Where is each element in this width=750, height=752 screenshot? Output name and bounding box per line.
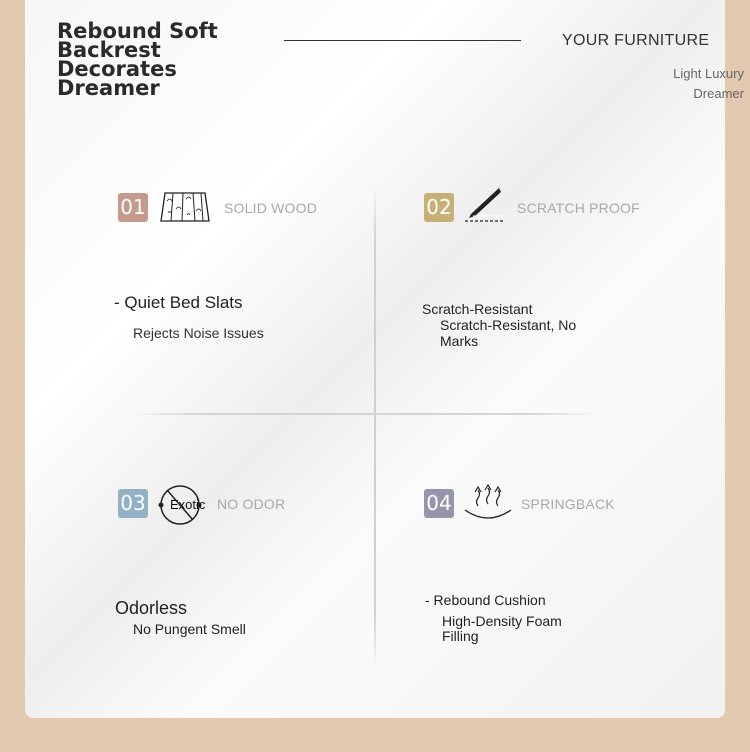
feature-label-01: SOLID WOOD bbox=[224, 200, 318, 216]
feature-main-03: Odorless bbox=[115, 598, 188, 618]
title-line-2: Backrest bbox=[57, 38, 161, 62]
title-divider bbox=[284, 40, 521, 41]
feature-main-04: - Rebound Cushion bbox=[425, 592, 546, 608]
feature-sub-04: High-Density Foam Filling bbox=[442, 613, 562, 644]
feature-label-04: SPRINGBACK bbox=[521, 496, 615, 512]
page-title bbox=[57, 19, 257, 100]
feature-sub-01: Rejects Noise Issues bbox=[133, 325, 264, 341]
brand-name: YOUR FURNITURE bbox=[562, 32, 710, 49]
brand-tagline: Light Luxury Dreamer bbox=[673, 66, 744, 101]
feature-badge-01: 01 bbox=[118, 193, 148, 222]
feature-label-03: NO ODOR bbox=[217, 496, 286, 512]
feature-badge-03: 03 bbox=[118, 489, 148, 518]
no-odor-icon-text: Exotic bbox=[170, 497, 206, 512]
feature-main-01: - Quiet Bed Slats bbox=[114, 293, 243, 312]
springback-arrows-icon bbox=[463, 482, 513, 522]
title-line-4: Dreamer bbox=[57, 76, 160, 100]
feature-label-02: SCRATCH PROOF bbox=[517, 200, 640, 216]
title-line-1: Rebound Soft bbox=[57, 19, 218, 43]
blade-scratch-icon bbox=[463, 186, 505, 224]
feature-badge-04: 04 bbox=[424, 489, 454, 518]
wood-plank-icon bbox=[159, 191, 211, 223]
horizontal-divider bbox=[130, 413, 600, 415]
feature-badge-02: 02 bbox=[424, 193, 454, 222]
vertical-divider bbox=[374, 185, 376, 670]
feature-sub-03: No Pungent Smell bbox=[133, 621, 246, 637]
feature-main-02: Scratch-Resistant bbox=[422, 301, 533, 317]
feature-sub-02: Scratch-Resistant, No Marks bbox=[440, 317, 577, 349]
title-line-3: Decorates bbox=[57, 57, 177, 81]
